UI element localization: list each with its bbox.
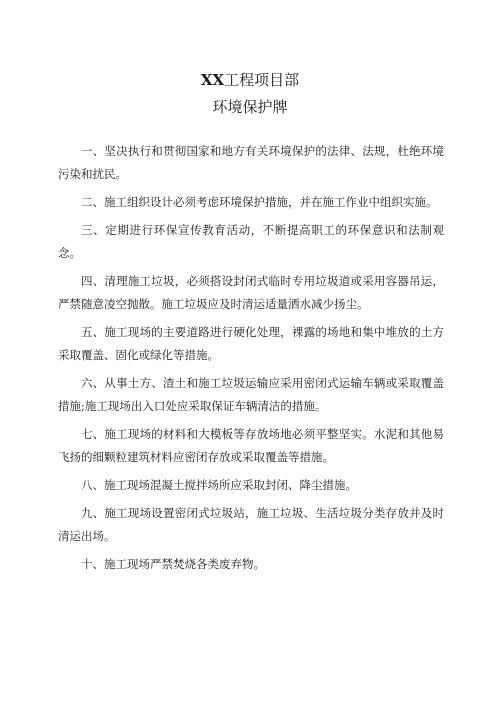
paragraph-10: 十、施工现场严禁焚烧各类废弃物。 bbox=[81, 557, 265, 571]
document-body bbox=[58, 140, 444, 581]
title-prefix: XX bbox=[200, 71, 225, 89]
paragraph-3: 三、定期进行环保宣传教育活动，不断提高职工的环保意识和法制观念。 bbox=[58, 223, 444, 260]
paragraph-2: 二、施工组织设计必须考虑环境保护措施，并在施工作业中组织实施。 bbox=[81, 195, 438, 209]
paragraph-5: 五、施工现场的主要道路进行硬化处理，裸露的场地和集中堆放的土方采取覆盖、固化或绿化等措施。 bbox=[58, 325, 444, 362]
paragraph-7: 七、施工现场的材料和大模板等存放场地必须平整坚实。水泥和其他易飞扬的细颗粒建筑材料应密闭存放或采取覆盖等措施。 bbox=[58, 427, 444, 464]
paragraph-4: 四、清理施工垃圾，必须搭设封闭式临时专用垃圾道或采用容器吊运，严禁随意凌空抛散。施工垃圾应及时清运适量洒水减少扬尘。 bbox=[58, 274, 444, 311]
paragraph-9: 九、施工现场设置密闭式垃圾站，施工垃圾、生活垃圾分类存放并及时清运出场。 bbox=[58, 506, 444, 543]
paragraph-1: 一、坚决执行和贯彻国家和地方有关环境保护的法律、法规，杜绝环境污染和扰民。 bbox=[58, 144, 444, 181]
paragraph-6: 六、从事土方、渣土和施工垃圾运输应采用密闭式运输车辆或采取覆盖措施;施工现场出入口处应采取保证车辆清洁的措施。 bbox=[58, 376, 444, 413]
document-title bbox=[0, 70, 500, 90]
document-subtitle: 环境保护牌 bbox=[212, 98, 288, 116]
paragraph-8: 八、施工现场混凝土搅拌场所应采取封闭、降尘措施。 bbox=[81, 478, 357, 492]
title-rest: 工程项目部 bbox=[224, 71, 300, 89]
